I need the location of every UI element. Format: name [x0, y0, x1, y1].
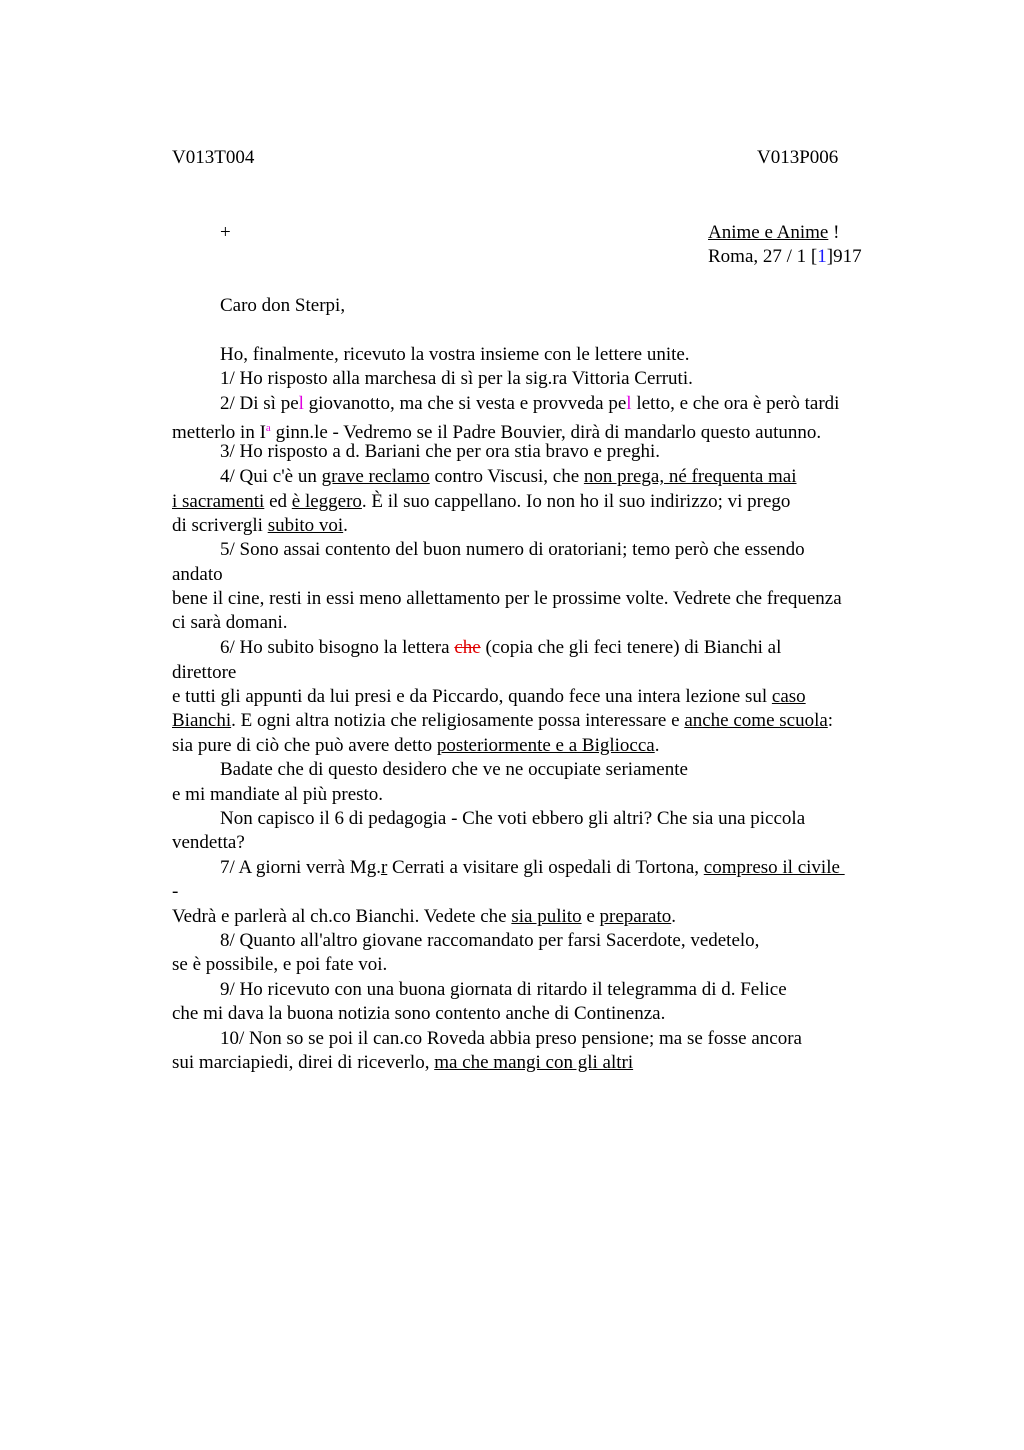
dateline	[708, 245, 862, 269]
underlined-text: subito voi	[267, 515, 344, 536]
intro-line: Ho, finalmente, ricevuto la vostra insieme con le lettere unite.	[220, 344, 690, 365]
text-run: letto, e che ora è però tardi	[631, 393, 840, 414]
point-10-line-1: 10/ Non so se poi il can.co Roveda abbia preso pensione; ma se fosse ancora	[220, 1028, 802, 1049]
point-6-line-1	[220, 636, 781, 660]
text-run: e tutti gli appunti da lui presi e da Piccardo, quando fece una intera lezione sul	[172, 686, 772, 707]
point-8-line-2: se è possibile, e poi fate voi.	[172, 954, 388, 975]
point-4-line-1	[220, 465, 797, 489]
text-run: sui marciapiedi, direi di riceverlo,	[172, 1052, 435, 1073]
point-7-line-2: -	[172, 881, 179, 902]
point-6-line-3	[172, 685, 806, 709]
underlined-text: anche come scuola	[684, 710, 828, 731]
dateline-bracket: 1	[817, 246, 827, 267]
request-line-1: Badate che di questo desidero che ve ne occupiate seriamente	[220, 759, 688, 780]
text-run: . È il suo cappellano. Io non ho il suo indirizzo; vi prego	[361, 491, 791, 512]
underlined-text: preparato	[599, 906, 672, 927]
motto-text: Anime e Anime	[708, 222, 829, 243]
struck-text: che	[454, 637, 481, 658]
underlined-text: r	[380, 857, 388, 878]
text-run: .	[671, 906, 676, 927]
point-2-line-1	[220, 392, 839, 416]
point-7-line-3	[172, 905, 676, 929]
point-6-line-2: direttore	[172, 662, 237, 683]
underlined-text: caso	[771, 686, 806, 707]
text-run: . E ogni altra notizia che religiosamente possa interessare e	[231, 710, 685, 731]
underlined-text: compreso il civile	[703, 857, 845, 878]
point-1: 1/ Ho risposto alla marchesa di sì per la sig.ra Vittoria Cerruti.	[220, 368, 693, 389]
dateline-suffix: ]917	[826, 246, 862, 267]
text-run: metterlo in I	[172, 422, 266, 443]
point-8-line-1: 8/ Quanto all'altro giovane raccomandato per farsi Sacerdote, vedetelo,	[220, 930, 760, 951]
pedagogy-line-1: Non capisco il 6 di pedagogia - Che voti ebbero gli altri? Che sia una piccola	[220, 808, 806, 829]
header-left-code: V013T004	[172, 147, 255, 168]
point-4-line-2	[172, 490, 790, 514]
underlined-text: sia pulito	[511, 906, 582, 927]
underlined-text: Bianchi	[172, 710, 232, 731]
point-5-line-2: andato	[172, 564, 223, 585]
inserted-letter: l	[298, 393, 304, 414]
point-9-line-1: 9/ Ho ricevuto con una buona giornata di ritardo il telegramma di d. Felice	[220, 979, 787, 1000]
point-4-line-3	[172, 514, 348, 538]
underlined-text: è leggero	[291, 491, 362, 512]
point-5-line-3: bene il cine, resti in essi meno allettamento per le prossime volte. Vedrete che frequenza	[172, 588, 842, 609]
text-run: (copia che gli feci tenere) di Bianchi al	[480, 637, 782, 658]
text-run: .	[343, 515, 348, 536]
text-run: 7/ A giorni verrà Mg.	[220, 857, 381, 878]
motto-mark: !	[828, 222, 840, 243]
header-right-code: V013P006	[757, 147, 839, 168]
text-run: ginn.le - Vedremo se il Padre Bouvier, dirà di mandarlo questo autunno.	[270, 422, 822, 443]
point-5-line-4: ci sarà domani.	[172, 612, 288, 633]
point-7-line-1	[220, 856, 845, 880]
point-6-line-4	[172, 709, 833, 733]
point-5-line-1: 5/ Sono assai contento del buon numero di oratoriani; temo però che essendo	[220, 539, 805, 560]
underlined-text: i sacramenti	[172, 491, 265, 512]
text-run: .	[654, 735, 660, 756]
underlined-text: ma che mangi con gli altri	[434, 1052, 634, 1073]
text-run: contro Viscusi, che	[429, 466, 584, 487]
point-9-line-2: che mi dava la buona notizia sono contento anche di Continenza.	[172, 1003, 666, 1024]
salutation: Caro don Sterpi,	[220, 295, 346, 316]
text-run: giovanotto, ma che si vesta e provveda pe	[303, 393, 627, 414]
point-6-line-5	[172, 734, 659, 758]
inserted-letter: l	[626, 393, 632, 414]
text-run: e	[581, 906, 600, 927]
motto	[708, 221, 839, 245]
text-run: Vedrà e parlerà al ch.co Bianchi. Vedete che	[172, 906, 512, 927]
underlined-text: posteriormente e a Bigliocca	[436, 735, 655, 756]
point-3: 3/ Ho risposto a d. Bariani che per ora stia bravo e preghi.	[220, 441, 661, 462]
text-run: :	[827, 710, 834, 731]
point-10-line-2	[172, 1051, 633, 1075]
cross-symbol: +	[220, 222, 231, 243]
superscript: a	[265, 422, 271, 434]
pedagogy-line-2: vendetta?	[172, 832, 245, 853]
text-run: Cerrati a visitare gli ospedali di Tortona,	[387, 857, 704, 878]
text-run: 6/ Ho subito bisogno la lettera	[220, 637, 455, 658]
text-run: ed	[264, 491, 292, 512]
text-run: 2/ Di sì pe	[220, 393, 299, 414]
underlined-text: non prega, né frequenta mai	[583, 466, 797, 487]
dateline-prefix: Roma, 27 / 1 [	[708, 246, 818, 267]
text-run: 4/ Qui c'è un	[220, 466, 322, 487]
request-line-2: e mi mandiate al più presto.	[172, 784, 384, 805]
text-run: sia pure di ciò che può avere detto	[172, 735, 437, 756]
text-run: di scrivergli	[172, 515, 268, 536]
underlined-text: grave reclamo	[321, 466, 430, 487]
